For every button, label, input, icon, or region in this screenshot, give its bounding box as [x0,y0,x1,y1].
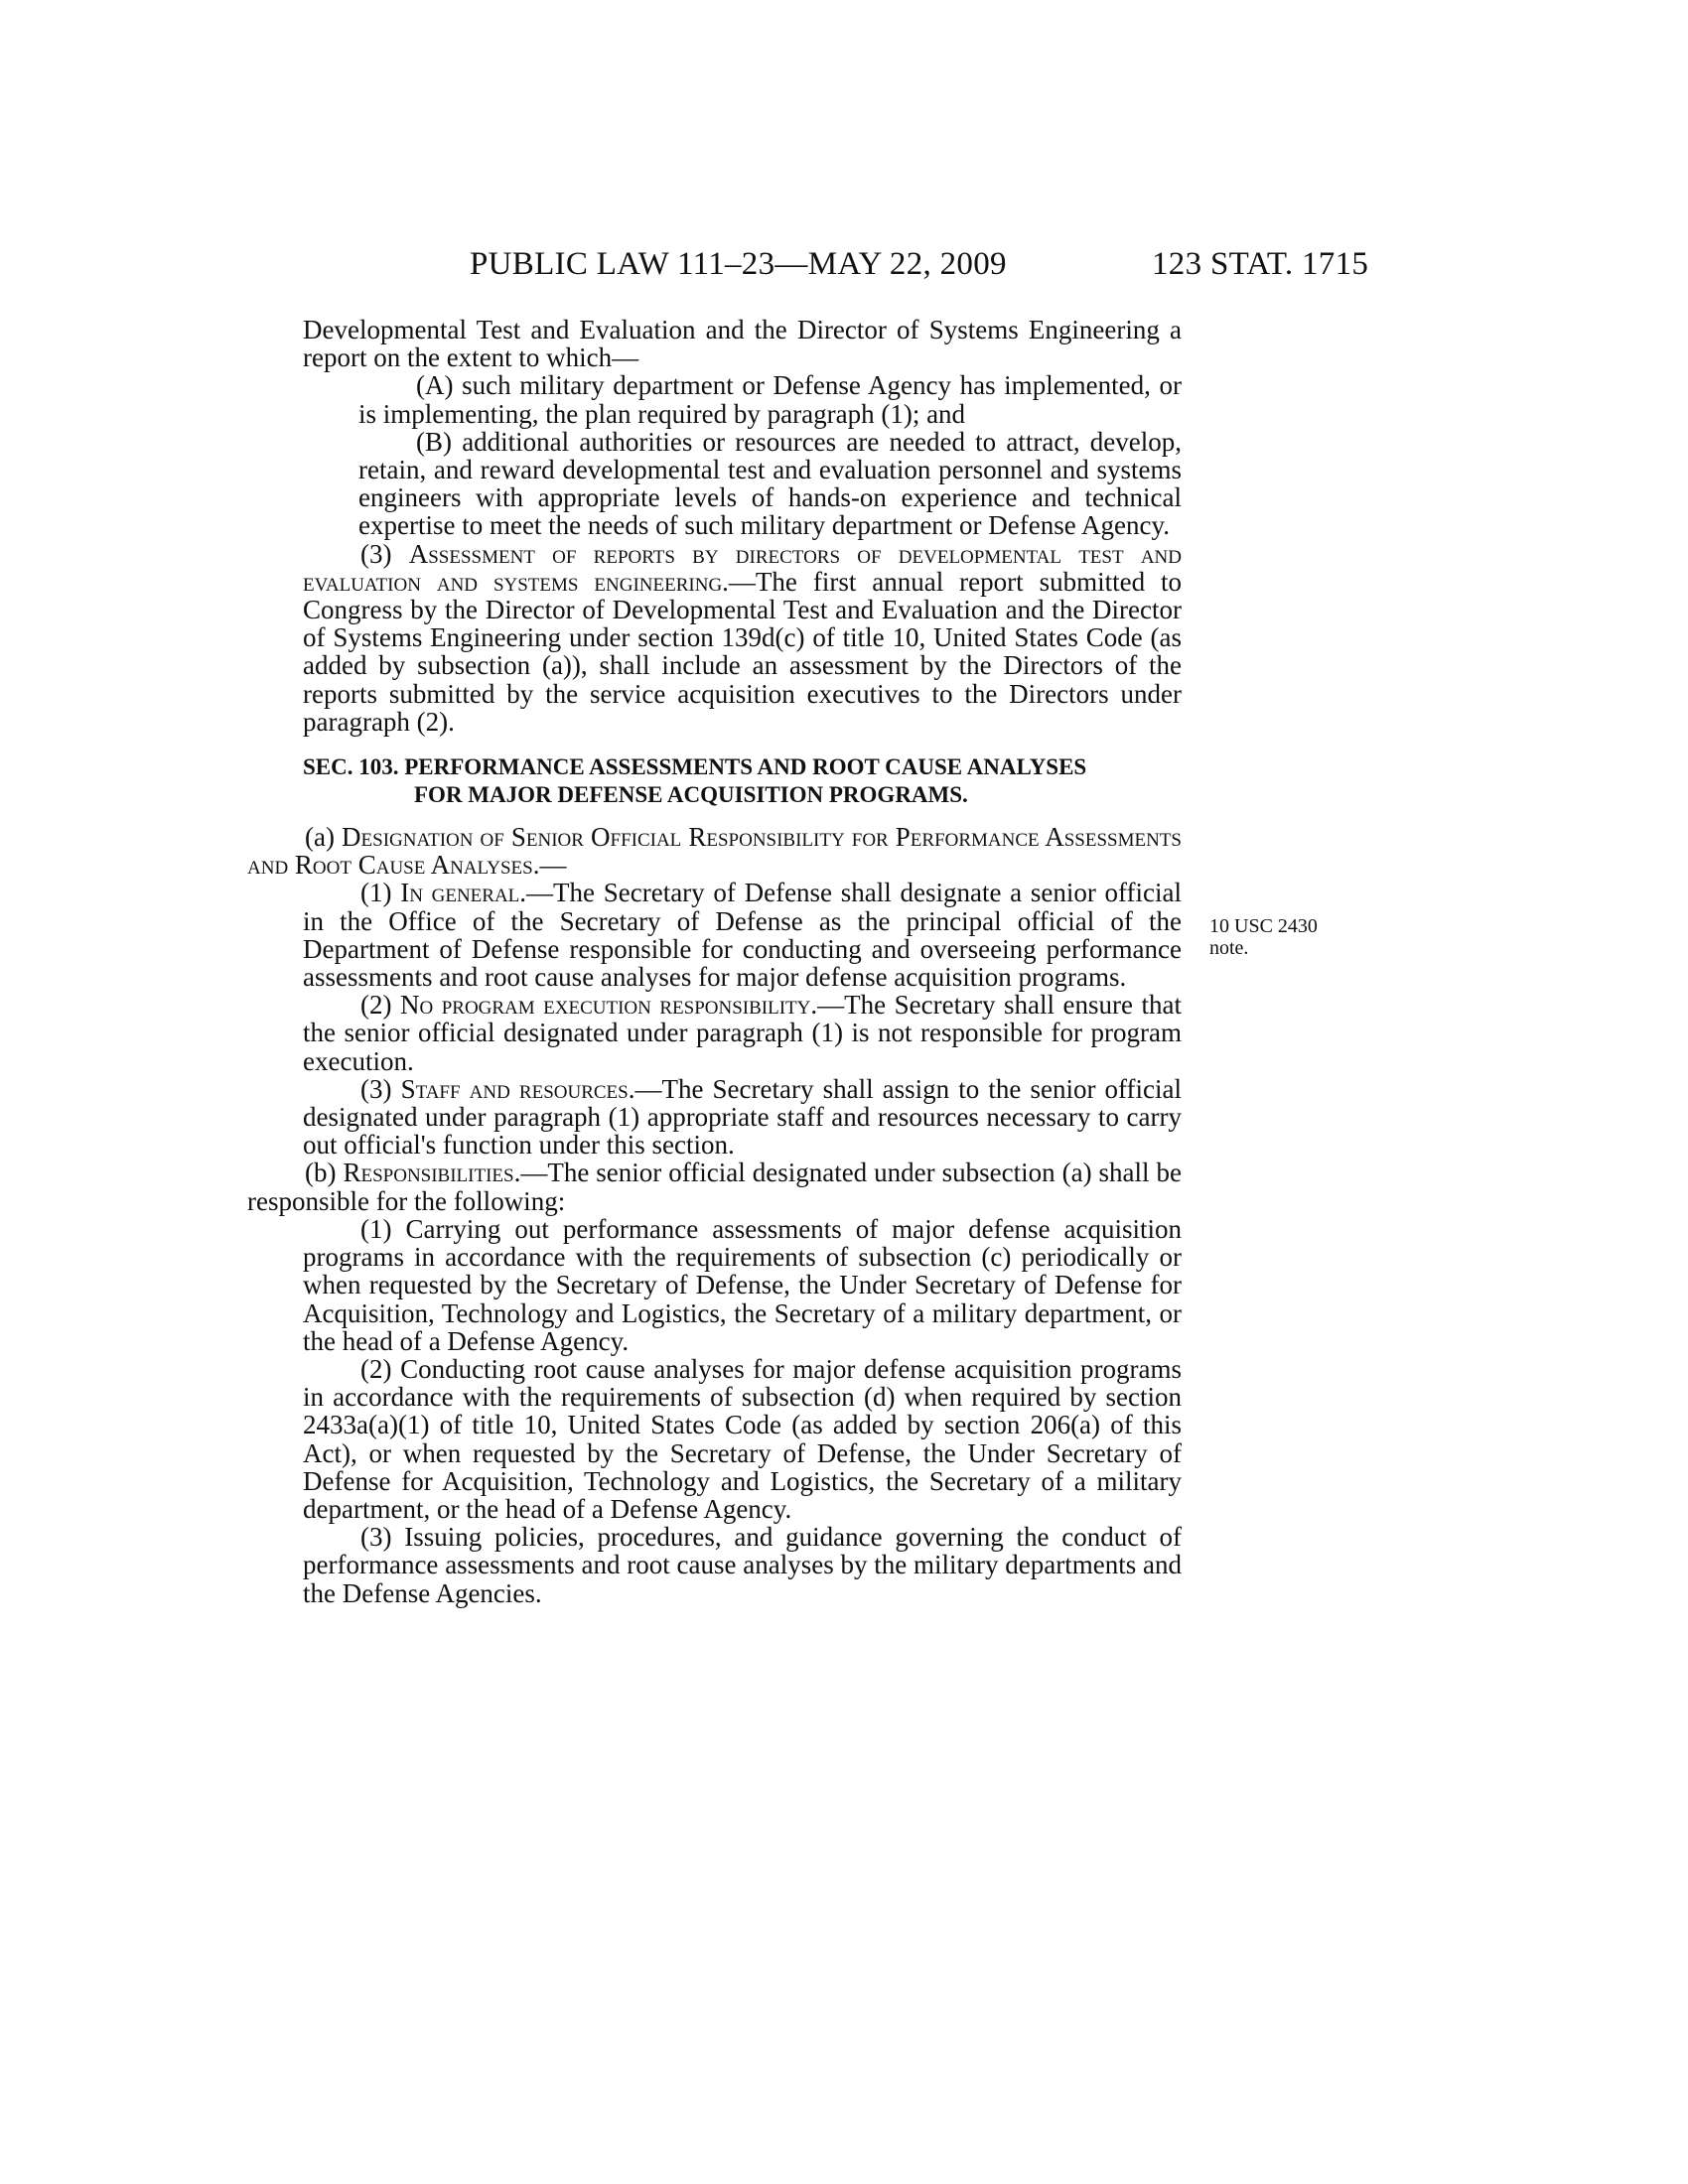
subsection-b-paragraph-2: (2) Conducting root cause analyses for major defense acquisition programs in accordance with the requirements of subsection (d) when required by section 2433a(a)(1) of title 10, United States Code (as added by section 206(a) of this Act), or when requested by the Secretary of Defense, the Under Secretary of Defense for Acquisition, Technology and Logistics, the Secretary of a military department, or the head of a Defense Agency. [303,1353,1182,1524]
subsection-a-paragraph-3: (3) Staff and resources.—The Secretary shall assign to the senior official designated under paragraph (1) appropriate staff and resources necessary to carry out official's function under this section. [303,1073,1183,1160]
margin-note-line2: note. [1209,937,1249,959]
margin-note-line1: 10 USC 2430 [1209,915,1318,937]
subsection-b-paragraph-1: (1) Carrying out performance assessments of major defense acquisition programs in accordance with the requirements of subsection (c) periodically or when requested by the Secretary of Defense, the Under Secretary of Defense for Acquisition, Technology and Logistics, the Secretary of a military department, or the head of a Defense Agency. [303,1213,1182,1356]
paragraph-3-assessment: (3) Assessment of reports by directors of developmental test and evaluation and systems engineering.—The first annual report submitted to Congress by the Director of Developmental Test and Evaluation and the Director of Systems Engineering under section 139d(c) of title 10, United States Code (as added by subsection (a)), shall include an assessment by the Directors of the reports submitted by the service acquisition executives to the Directors under paragraph (2). [303,538,1183,737]
subsection-caption: Designation of Senior Official Responsibility for Performance Assessments and Root Cause Analyses. [247,822,1182,881]
section-heading-line1: SEC. 103. PERFORMANCE ASSESSMENTS AND ROOT CAUSE ANALYSES [303,754,1087,780]
subsection-a-paragraph-1: (1) In general.—The Secretary of Defense shall designate a senior official in the Office of the Secretary of Defense as the principal official of the Department of Defense responsible for conducting and overseeing performance assessments and root cause analyses for major defense acquisition programs. [303,878,1183,993]
subsection-b-paragraph-3: (3) Issuing policies, procedures, and guidance governing the conduct of performance assessments and root cause analyses by the military departments and the Defense Agencies. [303,1522,1182,1608]
paragraph-caption: No program execution responsibility. [399,990,818,1021]
paragraph-caption: In general. [400,878,527,908]
running-header-title: PUBLIC LAW 111–23—MAY 22, 2009 [470,246,1007,282]
subsection-b: (b) Responsibilities.—The senior official designated under subsection (a) shall be responsible for the following: [247,1158,1182,1216]
subsection-a: (a) Designation of Senior Official Responsibility for Performance Assessments and Root Cause Analyses.— [247,822,1182,881]
statute-body [247,315,1183,1608]
subparagraph-a: (A) such military department or Defense Agency has implemented, or is implementing, the plan required by paragraph (1); and [358,370,1182,429]
subparagraph-b: (B) additional authorities or resources are needed to attract, develop, retain, and reward developmental test and evaluation personnel and systems engineers with appropriate levels of hands-on experience and technical expertise to meet the needs of such military department or Defense Agency. [358,426,1182,541]
paragraph-caption: Staff and resources. [400,1073,635,1104]
paragraph-caption: Assessment of reports by directors of developmental test and evaluation and systems engineering. [303,538,1182,597]
section-heading-line2: FOR MAJOR DEFENSE ACQUISITION PROGRAMS. [414,782,968,808]
paragraph-continuation: Developmental Test and Evaluation and the Director of Systems Engineering a report on the extent to which— [303,315,1182,373]
running-header-page-citation: 123 STAT. 1715 [1152,246,1369,282]
subsection-a-paragraph-2: (2) No program execution responsibility.—The Secretary shall ensure that the senior official designated under paragraph (1) is not responsible for program execution. [303,990,1182,1076]
subsection-caption: Responsibilities. [343,1158,521,1188]
margin-note-usc-citation [1209,915,1318,959]
section-heading [303,753,1182,809]
